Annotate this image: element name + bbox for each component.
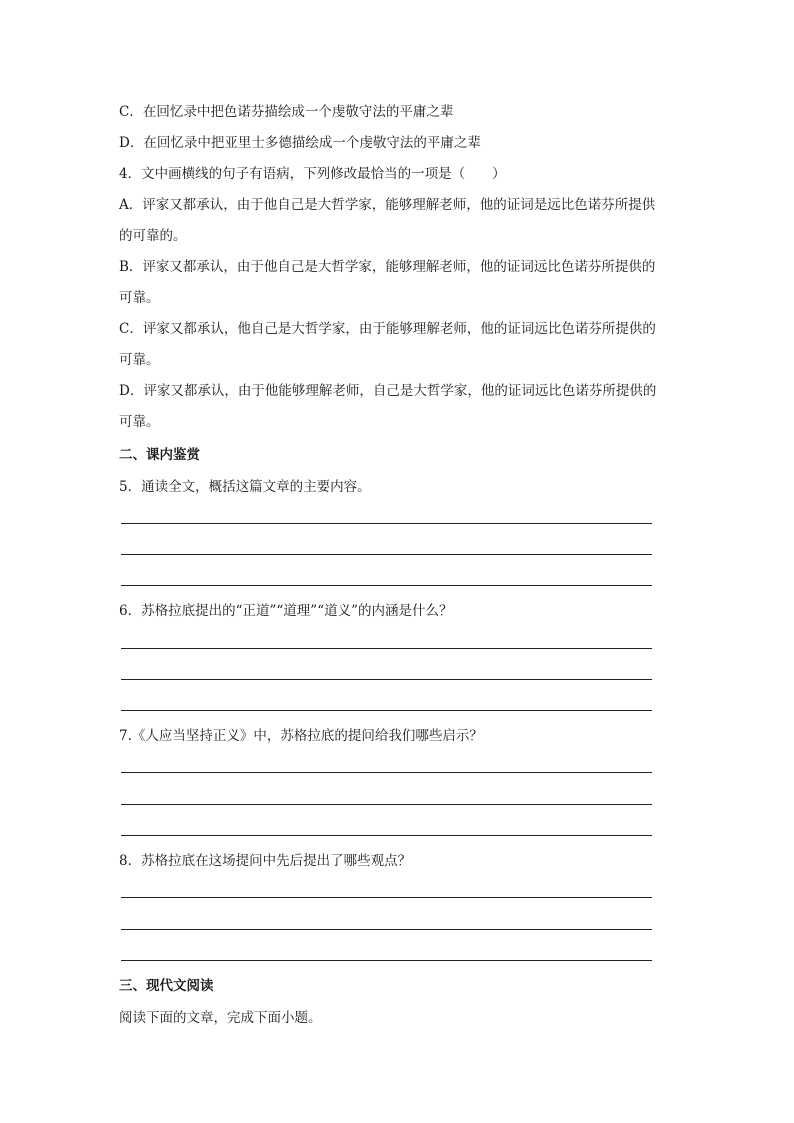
- q4-option-c-line2: 可靠。: [119, 352, 160, 368]
- q8-text: 8．苏格拉底在这场提问中先后提出了哪些观点？: [119, 853, 412, 869]
- q7-answer-line-1[interactable]: [121, 772, 652, 773]
- q3-option-c: C．在回忆录中把色诺芬描绘成一个虔敬守法的平庸之辈: [119, 104, 454, 120]
- q8-answer-line-1[interactable]: [121, 897, 652, 898]
- q5-answer-line-3[interactable]: [121, 585, 652, 586]
- q6-answer-line-3[interactable]: [121, 710, 652, 711]
- q4-option-d-line1: D．评家又都承认，由于他能够理解老师，自己是大哲学家，他的证词远比色诺芬所提供的: [119, 383, 657, 399]
- q8-answer-line-2[interactable]: [121, 929, 652, 930]
- q4-option-b-line1: B．评家又都承认，由于他自己是大哲学家，能够理解老师，他的证词远比色诺芬所提供的: [119, 259, 656, 275]
- q4-option-b-line2: 可靠。: [119, 290, 160, 306]
- q5-answer-line-1[interactable]: [121, 523, 652, 524]
- q5-text: 5．通读全文，概括这篇文章的主要内容。: [119, 479, 371, 495]
- q6-answer-line-2[interactable]: [121, 679, 652, 680]
- q6-text: 6．苏格拉底提出的“正道”“道理”“道义”的内涵是什么？: [119, 603, 453, 619]
- q4-option-c-line1: C．评家又都承认，他自己是大哲学家，由于能够理解老师，他的证词远比色诺芬所提供的: [119, 321, 656, 337]
- q6-answer-line-1[interactable]: [121, 648, 652, 649]
- q7-answer-line-3[interactable]: [121, 835, 652, 836]
- q7-answer-line-2[interactable]: [121, 804, 652, 805]
- q4-stem: 4．文中画横线的句子有语病，下列修改最恰当的一项是（ ）: [119, 166, 506, 182]
- q4-option-a-line2: 的可靠的。: [119, 228, 187, 244]
- q4-option-d-line2: 可靠。: [119, 414, 160, 430]
- section3-title: 三、现代文阅读: [119, 978, 214, 994]
- q4-option-a-line1: A．评家又都承认，由于他自己是大哲学家，能够理解老师，他的证词是远比色诺芬所提供: [119, 197, 656, 213]
- q5-answer-line-2[interactable]: [121, 554, 652, 555]
- q8-answer-line-3[interactable]: [121, 960, 652, 961]
- q3-option-d: D．在回忆录中把亚里士多德描绘成一个虔敬守法的平庸之辈: [119, 135, 481, 151]
- section3-intro: 阅读下面的文章，完成下面小题。: [119, 1010, 322, 1026]
- section2-title: 二、课内鉴赏: [119, 447, 200, 463]
- q7-text: 7.《人应当坚持正义》中，苏格拉底的提问给我们哪些启示？: [119, 728, 483, 744]
